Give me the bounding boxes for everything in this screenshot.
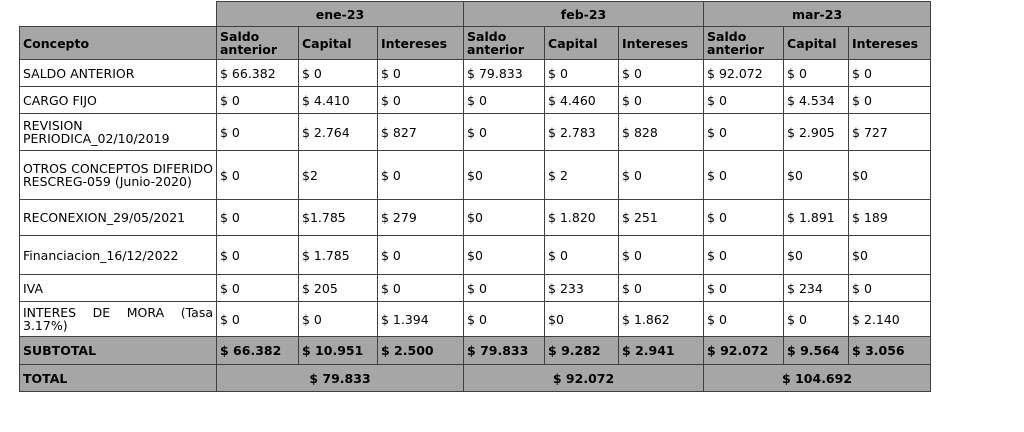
value-cell: $ 0 [619,151,704,200]
value-cell: $ 0 [704,236,784,275]
value-cell: $ 0 [464,275,545,302]
subtotal-value: $ 9.564 [784,337,849,365]
value-cell: $ 0 [464,302,545,337]
value-cell: $ 0 [704,275,784,302]
value-cell: $ 0 [849,87,931,114]
column-header-row [20,27,931,60]
intereses-header: Intereses [849,27,931,60]
table-row [20,236,931,275]
value-cell: $ 1.394 [378,302,464,337]
value-cell: $ 0 [464,87,545,114]
value-cell: $0 [784,151,849,200]
value-cell: $ 251 [619,200,704,236]
subtotal-value: $ 9.282 [545,337,619,365]
concept-cell: OTROS CONCEPTOS DIFERIDO RESCREG-059 (Junio-2020) [20,151,217,200]
value-cell: $ 0 [704,200,784,236]
value-cell: $ 1.820 [545,200,619,236]
subtotal-value: $ 92.072 [704,337,784,365]
value-cell: $ 0 [217,114,299,151]
value-cell: $ 2.905 [784,114,849,151]
saldo-anterior-header: Saldo anterior [704,27,784,60]
value-cell: $ 0 [464,114,545,151]
subtotal-value: $ 2.941 [619,337,704,365]
concept-cell: CARGO FIJO [20,87,217,114]
value-cell: $ 0 [784,302,849,337]
month-header-ene: ene-23 [217,2,464,27]
intereses-header: Intereses [378,27,464,60]
capital-header: Capital [545,27,619,60]
value-cell: $ 0 [619,275,704,302]
capital-header: Capital [784,27,849,60]
value-cell: $ 1.891 [784,200,849,236]
value-cell: $ 0 [378,275,464,302]
value-cell: $ 0 [378,60,464,87]
value-cell: $ 66.382 [217,60,299,87]
value-cell: $ 0 [619,60,704,87]
value-cell: $ 828 [619,114,704,151]
value-cell: $ 234 [784,275,849,302]
value-cell: $ 0 [849,60,931,87]
table-row [20,200,931,236]
subtotal-value: $ 79.833 [464,337,545,365]
table-row [20,60,931,87]
value-cell: $ 0 [545,236,619,275]
value-cell: $ 189 [849,200,931,236]
value-cell: $0 [849,236,931,275]
capital-header: Capital [299,27,378,60]
value-cell: $0 [464,236,545,275]
value-cell: $ 1.862 [619,302,704,337]
concept-cell: INTERES DE MORA (Tasa 3.17%) [20,302,217,337]
value-cell: $ 0 [217,275,299,302]
subtotal-value: $ 2.500 [378,337,464,365]
month-header-mar: mar-23 [704,2,931,27]
blank-corner-cell [20,2,217,27]
value-cell: $ 0 [619,87,704,114]
subtotal-value: $ 10.951 [299,337,378,365]
value-cell: $ 279 [378,200,464,236]
value-cell: $ 2.783 [545,114,619,151]
value-cell: $ 0 [378,87,464,114]
concept-cell: REVISION PERIODICA_02/10/2019 [20,114,217,151]
value-cell: $ 4.410 [299,87,378,114]
value-cell: $0 [849,151,931,200]
value-cell: $ 2.764 [299,114,378,151]
subtotal-value: $ 66.382 [217,337,299,365]
saldo-anterior-header: Saldo anterior [217,27,299,60]
value-cell: $ 4.460 [545,87,619,114]
concept-cell: RECONEXION_29/05/2021 [20,200,217,236]
table-row [20,275,931,302]
concept-cell: Financiacion_16/12/2022 [20,236,217,275]
value-cell: $ 2 [545,151,619,200]
value-cell: $ 0 [378,151,464,200]
value-cell: $0 [464,151,545,200]
value-cell: $ 2.140 [849,302,931,337]
value-cell: $ 79.833 [464,60,545,87]
value-cell: $ 0 [217,87,299,114]
value-cell: $1.785 [299,200,378,236]
value-cell: $ 0 [217,151,299,200]
value-cell: $0 [545,302,619,337]
value-cell: $ 0 [217,236,299,275]
value-cell: $ 233 [545,275,619,302]
table-row [20,87,931,114]
value-cell: $ 0 [704,87,784,114]
value-cell: $ 0 [378,236,464,275]
value-cell: $ 0 [299,60,378,87]
value-cell: $2 [299,151,378,200]
total-value-feb: $ 92.072 [464,365,704,392]
value-cell: $ 4.534 [784,87,849,114]
month-header-feb: feb-23 [464,2,704,27]
month-header-row [20,2,931,27]
subtotal-value: $ 3.056 [849,337,931,365]
value-cell: $ 727 [849,114,931,151]
saldo-anterior-header: Saldo anterior [464,27,545,60]
total-value-mar: $ 104.692 [704,365,931,392]
concept-cell: IVA [20,275,217,302]
value-cell: $ 827 [378,114,464,151]
value-cell: $ 0 [849,275,931,302]
subtotal-label: SUBTOTAL [20,337,217,365]
concept-column-header: Concepto [20,27,217,60]
concept-cell: SALDO ANTERIOR [20,60,217,87]
value-cell: $ 1.785 [299,236,378,275]
value-cell: $0 [784,236,849,275]
value-cell: $ 0 [704,302,784,337]
billing-summary-table [19,1,931,392]
total-row [20,365,931,392]
value-cell: $ 0 [217,302,299,337]
value-cell: $ 0 [784,60,849,87]
table-row [20,114,931,151]
value-cell: $ 0 [217,200,299,236]
table-row [20,302,931,337]
value-cell: $ 0 [545,60,619,87]
value-cell: $ 0 [619,236,704,275]
total-label: TOTAL [20,365,217,392]
value-cell: $ 205 [299,275,378,302]
value-cell: $ 0 [704,114,784,151]
table-row [20,151,931,200]
value-cell: $ 92.072 [704,60,784,87]
value-cell: $ 0 [704,151,784,200]
value-cell: $0 [464,200,545,236]
value-cell: $ 0 [299,302,378,337]
total-value-ene: $ 79.833 [217,365,464,392]
subtotal-row [20,337,931,365]
intereses-header: Intereses [619,27,704,60]
